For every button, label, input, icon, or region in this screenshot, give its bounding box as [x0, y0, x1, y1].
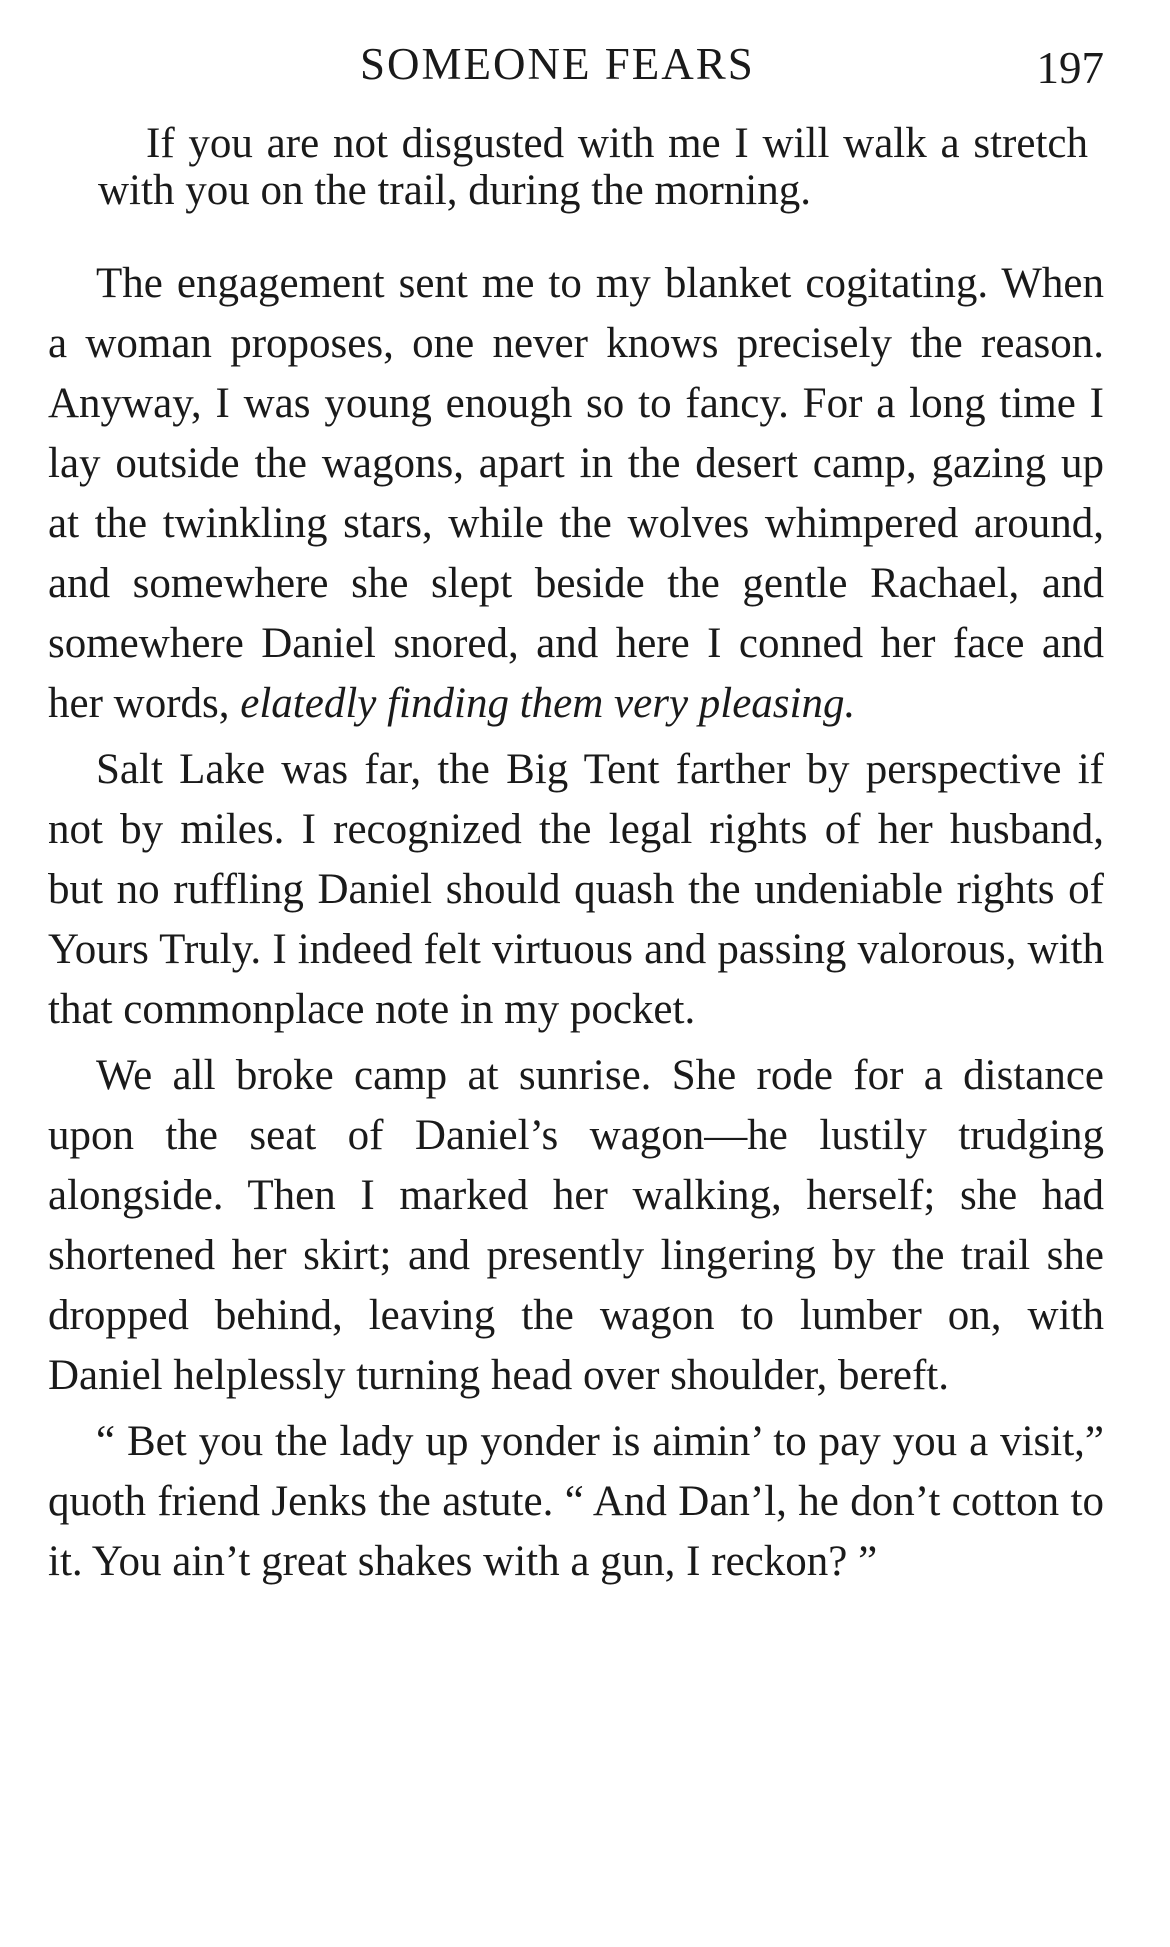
paragraph-1 [48, 254, 1104, 734]
paragraph-1-text: The engagement sent me to my blanket cogitating. When a woman proposes, one never knows precisely the reason. Anyway, I was young enough so to fancy. For a long time I lay outside the wagons, apart in the desert camp, gazing up at the twinkling stars, while the wolves whimpered around, and somewhere she slept beside the gentle Rachael, and somewhere Daniel snored, and here I conned her face and her words, [48, 260, 1104, 727]
quoted-note: If you are not disgusted with me I will walk a stretch with you on the trail, during the morning. [98, 120, 1088, 214]
page-number: 197 [1036, 43, 1104, 93]
paragraph-3-text: We all broke camp at sunrise. She rode for a distance upon the seat of Daniel’s wagon—he lustily trudging alongside. Then I marked her walking, herself; she had shortened her skirt; and presently lingering by the trail she dropped behind, leaving the wagon to lumber on, with Daniel helplessly turning head over shoulder, bereft. [48, 1052, 1104, 1399]
running-head [0, 34, 1170, 94]
paragraph-2-text: Salt Lake was far, the Big Tent farther by perspective if not by miles. I recognized the legal rights of her husband, but no ruffling Daniel should quash the undeniable rights of Yours Truly. I indeed felt virtuous and passing valorous, with that commonplace note in my pocket. [48, 746, 1104, 1033]
paragraph-2 [48, 740, 1104, 1040]
paragraph-3 [48, 1046, 1104, 1406]
section-gap [48, 214, 1104, 254]
paragraph-1-italic-text: elatedly finding them very pleasing. [240, 680, 856, 727]
body-text [48, 120, 1104, 1592]
paragraph-4-text: “ Bet you the lady up yonder is aimin’ to pay you a visit,” quoth friend Jenks the astute. “ And Dan’l, he don’t cotton to it. You ain’t great shakes with a gun, I reckon? ” [48, 1418, 1104, 1585]
running-title: SOMEONE FEARS [360, 39, 755, 89]
paragraph-4 [48, 1412, 1104, 1592]
